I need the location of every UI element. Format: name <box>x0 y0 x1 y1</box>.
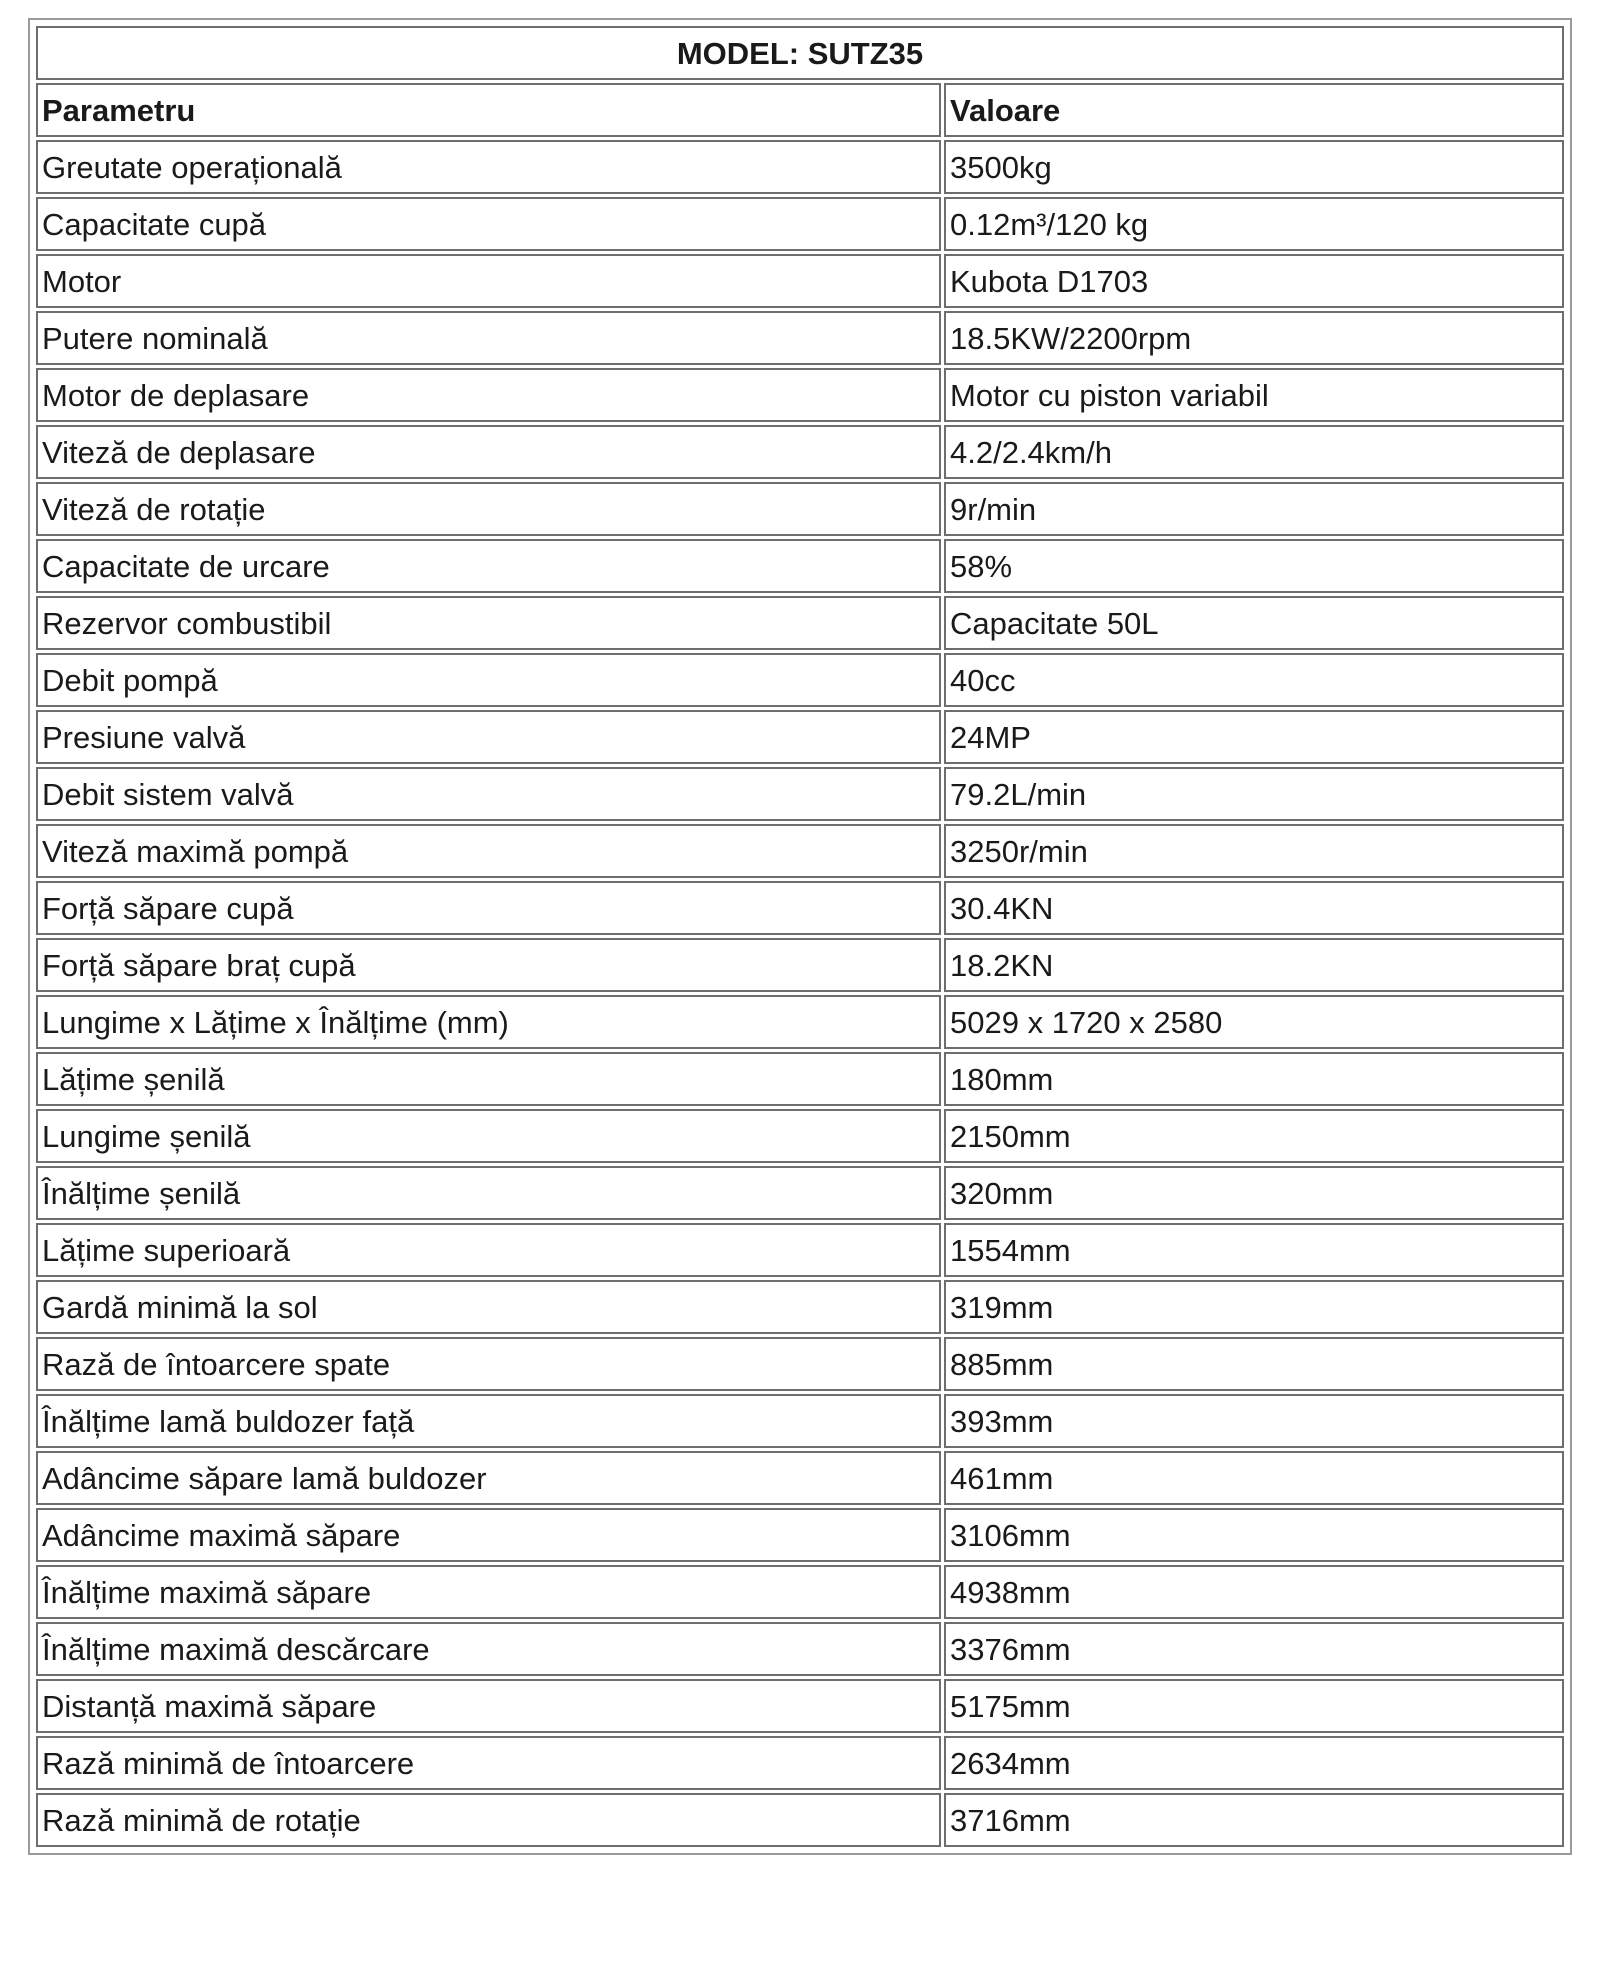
table-row <box>36 1565 1564 1619</box>
value-cell: 1554mm <box>944 1223 1564 1277</box>
table-row <box>36 1052 1564 1106</box>
value-cell: 2150mm <box>944 1109 1564 1163</box>
table-row <box>36 1109 1564 1163</box>
value-cell: 320mm <box>944 1166 1564 1220</box>
value-cell: 319mm <box>944 1280 1564 1334</box>
value-cell: 3106mm <box>944 1508 1564 1562</box>
model-title: MODEL: SUTZ35 <box>36 26 1564 80</box>
parameter-cell: Putere nominală <box>36 311 941 365</box>
table-row <box>36 1736 1564 1790</box>
parameter-cell: Debit pompă <box>36 653 941 707</box>
value-cell: 30.4KN <box>944 881 1564 935</box>
table-row <box>36 938 1564 992</box>
value-cell: 79.2L/min <box>944 767 1564 821</box>
parameter-cell: Viteză de rotație <box>36 482 941 536</box>
table-row <box>36 1337 1564 1391</box>
table-row <box>36 1793 1564 1847</box>
table-row <box>36 1622 1564 1676</box>
parameter-cell: Lungime x Lățime x Înălțime (mm) <box>36 995 941 1049</box>
parameter-cell: Greutate operațională <box>36 140 941 194</box>
table-row <box>36 482 1564 536</box>
parameter-cell: Motor <box>36 254 941 308</box>
parameter-cell: Debit sistem valvă <box>36 767 941 821</box>
value-cell: 3250r/min <box>944 824 1564 878</box>
value-cell: 9r/min <box>944 482 1564 536</box>
value-cell: 5029 x 1720 x 2580 <box>944 995 1564 1049</box>
value-cell: 180mm <box>944 1052 1564 1106</box>
value-cell: 18.2KN <box>944 938 1564 992</box>
value-cell: Motor cu piston variabil <box>944 368 1564 422</box>
spec-table <box>33 23 1567 1850</box>
value-cell: Kubota D1703 <box>944 254 1564 308</box>
header-parameter: Parametru <box>36 83 941 137</box>
parameter-cell: Motor de deplasare <box>36 368 941 422</box>
value-cell: 461mm <box>944 1451 1564 1505</box>
table-row <box>36 596 1564 650</box>
spec-table-body <box>36 26 1564 1847</box>
parameter-cell: Adâncime săpare lamă buldozer <box>36 1451 941 1505</box>
value-cell: 4.2/2.4km/h <box>944 425 1564 479</box>
parameter-cell: Forță săpare braț cupă <box>36 938 941 992</box>
parameter-cell: Înălțime maximă săpare <box>36 1565 941 1619</box>
table-row <box>36 1394 1564 1448</box>
value-cell: 2634mm <box>944 1736 1564 1790</box>
value-cell: 40cc <box>944 653 1564 707</box>
header-row <box>36 83 1564 137</box>
table-row <box>36 1223 1564 1277</box>
table-row <box>36 653 1564 707</box>
table-row <box>36 311 1564 365</box>
table-row <box>36 140 1564 194</box>
parameter-cell: Adâncime maximă săpare <box>36 1508 941 1562</box>
spec-table-container <box>28 18 1572 1855</box>
parameter-cell: Lățime superioară <box>36 1223 941 1277</box>
parameter-cell: Rază minimă de întoarcere <box>36 1736 941 1790</box>
parameter-cell: Rezervor combustibil <box>36 596 941 650</box>
parameter-cell: Viteză maximă pompă <box>36 824 941 878</box>
parameter-cell: Capacitate cupă <box>36 197 941 251</box>
table-row <box>36 368 1564 422</box>
table-row <box>36 1451 1564 1505</box>
parameter-cell: Lățime șenilă <box>36 1052 941 1106</box>
title-row <box>36 26 1564 80</box>
value-cell: 24MP <box>944 710 1564 764</box>
parameter-cell: Viteză de deplasare <box>36 425 941 479</box>
parameter-cell: Înălțime lamă buldozer față <box>36 1394 941 1448</box>
table-row <box>36 881 1564 935</box>
parameter-cell: Lungime șenilă <box>36 1109 941 1163</box>
parameter-cell: Forță săpare cupă <box>36 881 941 935</box>
table-row <box>36 1679 1564 1733</box>
table-row <box>36 1166 1564 1220</box>
table-row <box>36 254 1564 308</box>
value-cell: 3500kg <box>944 140 1564 194</box>
value-cell: Capacitate 50L <box>944 596 1564 650</box>
parameter-cell: Rază minimă de rotație <box>36 1793 941 1847</box>
table-row <box>36 1280 1564 1334</box>
table-row <box>36 995 1564 1049</box>
parameter-cell: Gardă minimă la sol <box>36 1280 941 1334</box>
table-row <box>36 767 1564 821</box>
value-cell: 393mm <box>944 1394 1564 1448</box>
table-row <box>36 710 1564 764</box>
value-cell: 58% <box>944 539 1564 593</box>
table-row <box>36 425 1564 479</box>
parameter-cell: Distanță maximă săpare <box>36 1679 941 1733</box>
parameter-cell: Rază de întoarcere spate <box>36 1337 941 1391</box>
value-cell: 3376mm <box>944 1622 1564 1676</box>
table-row <box>36 197 1564 251</box>
value-cell: 3716mm <box>944 1793 1564 1847</box>
value-cell: 4938mm <box>944 1565 1564 1619</box>
header-value: Valoare <box>944 83 1564 137</box>
parameter-cell: Înălțime maximă descărcare <box>36 1622 941 1676</box>
value-cell: 18.5KW/2200rpm <box>944 311 1564 365</box>
parameter-cell: Presiune valvă <box>36 710 941 764</box>
value-cell: 5175mm <box>944 1679 1564 1733</box>
table-row <box>36 539 1564 593</box>
value-cell: 0.12m³/120 kg <box>944 197 1564 251</box>
value-cell: 885mm <box>944 1337 1564 1391</box>
table-row <box>36 1508 1564 1562</box>
parameter-cell: Înălțime șenilă <box>36 1166 941 1220</box>
parameter-cell: Capacitate de urcare <box>36 539 941 593</box>
table-row <box>36 824 1564 878</box>
